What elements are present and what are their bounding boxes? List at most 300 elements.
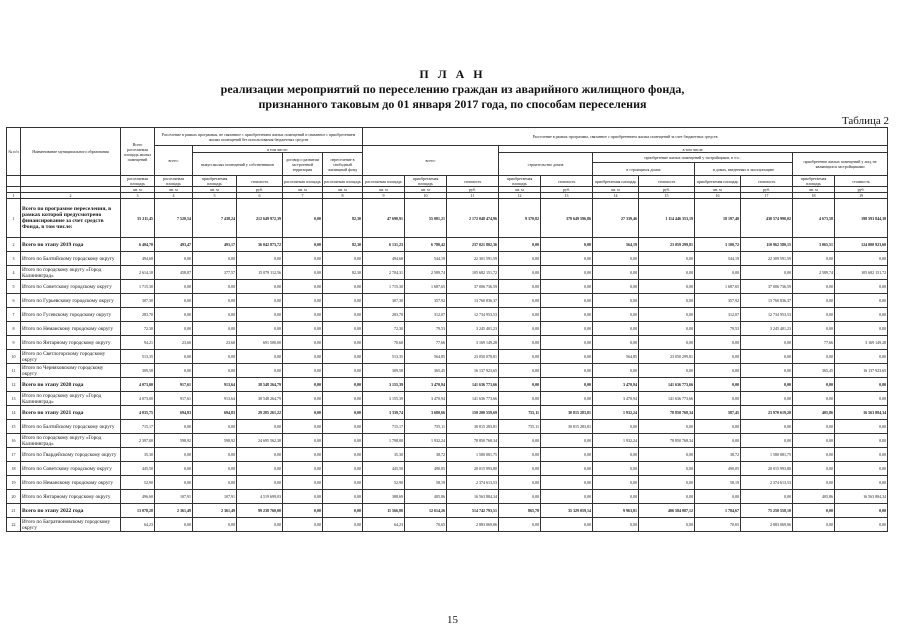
header-cost: стоимость xyxy=(741,176,793,187)
row-number: 22 xyxy=(7,518,21,532)
header-acquired-area: приобретаемая площадь xyxy=(499,176,541,187)
value-cell: 1 932,24 xyxy=(405,434,447,448)
table-row xyxy=(7,476,888,490)
row-number: 21 xyxy=(7,504,21,518)
value-cell: 307,30 xyxy=(363,294,405,308)
value-cell: 82,30 xyxy=(323,199,363,238)
value-cell: 52,90 xyxy=(363,476,405,490)
value-cell: 20 015 993,80 xyxy=(741,462,793,476)
value-cell: 598,92 xyxy=(155,434,193,448)
row-number: 10 xyxy=(7,350,21,364)
value-cell: 0,00 xyxy=(593,308,639,322)
value-cell: 0,00 xyxy=(237,448,283,462)
value-cell: 0,00 xyxy=(283,462,323,476)
value-cell: 1 114 446 353,19 xyxy=(639,199,695,238)
value-cell: 75 250 558,10 xyxy=(741,504,793,518)
value-cell: 30 815 283,81 xyxy=(447,420,499,434)
value-cell: 496,60 xyxy=(121,490,155,504)
header-resettled-area: расселяемая площадь xyxy=(283,176,323,187)
value-cell: 16 137 923,65 xyxy=(835,364,888,378)
value-cell: 0,00 xyxy=(499,280,541,294)
value-cell: 0,00 xyxy=(695,336,741,350)
value-cell: 0,00 xyxy=(741,364,793,378)
row-number: 20 xyxy=(7,490,21,504)
value-cell: 0,00 xyxy=(793,434,835,448)
column-number: 1 xyxy=(7,193,21,199)
value-cell: 0,00 xyxy=(283,294,323,308)
table-row xyxy=(7,406,888,420)
value-cell: 36 042 873,72 xyxy=(237,238,283,252)
value-cell: 6 404,70 xyxy=(121,238,155,252)
value-cell: 0,00 xyxy=(593,364,639,378)
value-cell: 0,00 xyxy=(499,308,541,322)
value-cell: 0,00 xyxy=(593,280,639,294)
table-row xyxy=(7,252,888,266)
value-cell: 2 374 613,53 xyxy=(741,476,793,490)
column-number: 9 xyxy=(363,193,405,199)
value-cell: 0,00 xyxy=(155,364,193,378)
value-cell: 1 715,30 xyxy=(363,280,405,294)
value-cell: 82,30 xyxy=(323,266,363,280)
value-cell: 0,00 xyxy=(541,462,593,476)
value-cell: 0,00 xyxy=(541,322,593,336)
value-cell: 0,00 xyxy=(593,420,639,434)
value-cell: 0,00 xyxy=(541,308,593,322)
value-cell: 1 687,65 xyxy=(695,280,741,294)
value-cell: 0,00 xyxy=(793,294,835,308)
value-cell: 755,11 xyxy=(499,406,541,420)
value-cell: 0,00 xyxy=(155,252,193,266)
header-total-b: всего: xyxy=(363,146,499,176)
value-cell: 3 470,94 xyxy=(405,392,447,406)
row-number: 12 xyxy=(7,378,21,392)
value-cell: 490,05 xyxy=(405,462,447,476)
value-cell: 0,00 xyxy=(323,392,363,406)
plan-title: П Л А Н xyxy=(419,67,486,81)
value-cell: 13 078,28 xyxy=(121,504,155,518)
value-cell: 0,00 xyxy=(499,518,541,532)
column-number: 4 xyxy=(155,193,193,199)
header-acquired-area: приобретаемая площадь xyxy=(695,176,741,187)
column-number: 13 xyxy=(541,193,593,199)
row-number: 9 xyxy=(7,336,21,350)
value-cell: 513,35 xyxy=(363,350,405,364)
header-incl-b: в том числе: xyxy=(499,146,888,153)
unit-label: руб. xyxy=(541,187,593,193)
value-cell: 388,69 xyxy=(363,490,405,504)
value-cell: 4 035,75 xyxy=(121,406,155,420)
value-cell: 0,00 xyxy=(283,322,323,336)
value-cell: 0,00 xyxy=(541,490,593,504)
municipality-name: Итого по Черняховскому городскому округу xyxy=(21,364,121,378)
value-cell: 0,00 xyxy=(541,336,593,350)
value-cell: 141 636 773,66 xyxy=(639,392,695,406)
value-cell: 0,00 xyxy=(835,518,888,532)
value-cell: 78 850 768,34 xyxy=(639,434,695,448)
value-cell: 3 155,39 xyxy=(363,378,405,392)
value-cell: 0,00 xyxy=(541,434,593,448)
value-cell: 0,00 xyxy=(639,336,695,350)
value-cell: 0,00 xyxy=(323,476,363,490)
header-cost: стоимость xyxy=(237,176,283,187)
value-cell: 1 798,08 xyxy=(363,434,405,448)
value-cell: 0,00 xyxy=(155,518,193,532)
municipality-name: Итого по Янтарному городскому округу xyxy=(21,336,121,350)
table-row xyxy=(7,462,888,476)
value-cell: 917,61 xyxy=(155,378,193,392)
value-cell: 1 784,67 xyxy=(695,504,741,518)
value-cell: 2 361,49 xyxy=(155,504,193,518)
value-cell: 0,00 xyxy=(593,490,639,504)
value-cell: 0,00 xyxy=(193,364,237,378)
value-cell: 490,05 xyxy=(695,462,741,476)
value-cell: 0,00 xyxy=(835,434,888,448)
value-cell: 0,00 xyxy=(499,252,541,266)
value-cell: 47 690,91 xyxy=(363,199,405,238)
column-number: 15 xyxy=(639,193,695,199)
value-cell: 37 006 736,59 xyxy=(741,280,793,294)
value-cell: 64,23 xyxy=(121,518,155,532)
value-cell: 0,00 xyxy=(793,448,835,462)
resettlement-plan-table xyxy=(6,127,888,532)
value-cell: 0,00 xyxy=(237,462,283,476)
value-cell: 587,45 xyxy=(695,406,741,420)
value-cell: 9 963,81 xyxy=(593,504,639,518)
value-cell: 0,00 xyxy=(541,518,593,532)
value-cell: 22 301 591,59 xyxy=(447,252,499,266)
value-cell: 0,00 xyxy=(323,350,363,364)
header-cost: стоимость xyxy=(541,176,593,187)
value-cell: 493,17 xyxy=(193,238,237,252)
row-number: 19 xyxy=(7,476,21,490)
header-group-b: Расселение в рамках программы, связанное с приобретением жилых помещений за счет бюджетных средств xyxy=(363,128,888,146)
value-cell: 430 574 990,02 xyxy=(741,199,793,238)
value-cell: 2 589,74 xyxy=(793,266,835,280)
unit-label: руб. xyxy=(741,187,793,193)
value-cell: 0,00 xyxy=(695,350,741,364)
value-cell: 0,00 xyxy=(593,252,639,266)
unit-label: кв. м xyxy=(283,187,323,193)
value-cell: 0,00 xyxy=(283,490,323,504)
value-cell: 0,00 xyxy=(499,462,541,476)
table-row xyxy=(7,336,888,350)
value-cell: 0,00 xyxy=(793,476,835,490)
header-name: Наименование муниципального образования xyxy=(21,128,121,176)
municipality-name: Итого по городскому округу «Город Калининград» xyxy=(21,266,121,280)
municipality-name: Итого по Советскому городскому округу xyxy=(21,280,121,294)
municipality-name: Всего по этапу 2020 года xyxy=(21,378,121,392)
value-cell: 150 200 559,69 xyxy=(447,406,499,420)
value-cell: 105 682 151,72 xyxy=(447,266,499,280)
column-number: 18 xyxy=(793,193,835,199)
value-cell: 0,00 xyxy=(593,448,639,462)
value-cell: 0,00 xyxy=(283,280,323,294)
table-row xyxy=(7,350,888,364)
table-row xyxy=(7,308,888,322)
value-cell: 0,00 xyxy=(283,336,323,350)
municipality-name: Итого по городскому округу «Город Калининград» xyxy=(21,392,121,406)
value-cell: 0,00 xyxy=(793,462,835,476)
value-cell: 0,00 xyxy=(237,280,283,294)
unit-label: руб. xyxy=(639,187,695,193)
value-cell: 0,00 xyxy=(835,378,888,392)
value-cell: 6 131,23 xyxy=(363,238,405,252)
value-cell: 0,00 xyxy=(639,280,695,294)
value-cell: 0,00 xyxy=(283,252,323,266)
value-cell: 0,00 xyxy=(283,448,323,462)
value-cell: 0,00 xyxy=(283,504,323,518)
value-cell: 0,00 xyxy=(835,350,888,364)
header-acquired-area: приобретаемая площадь xyxy=(193,176,237,187)
header-purchase-developers: приобретение жилых помещений у застройщиков, в т.ч.: xyxy=(593,153,793,163)
value-cell: 307,30 xyxy=(121,294,155,308)
value-cell: 0,00 xyxy=(593,322,639,336)
value-cell: 0,00 xyxy=(793,392,835,406)
value-cell: 79,53 xyxy=(405,322,447,336)
value-cell: 0,00 xyxy=(283,238,323,252)
value-cell: 0,00 xyxy=(835,476,888,490)
value-cell: 4 673,58 xyxy=(793,199,835,238)
value-cell: 0,00 xyxy=(835,308,888,322)
value-cell: 0,00 xyxy=(593,336,639,350)
value-cell: 7 520,54 xyxy=(155,199,193,238)
value-cell: 99 238 760,00 xyxy=(237,504,283,518)
value-cell: 2 883 069,06 xyxy=(447,518,499,532)
value-cell: 237 021 802,36 xyxy=(447,238,499,252)
municipality-name: Итого по Балтийскому городскому округу xyxy=(21,252,121,266)
municipality-name: Итого по Светлогорскому городскому округу xyxy=(21,350,121,364)
value-cell: 0,00 xyxy=(193,420,237,434)
value-cell: 35,30 xyxy=(363,448,405,462)
value-cell: 0,00 xyxy=(499,434,541,448)
value-cell: 0,00 xyxy=(323,294,363,308)
value-cell: 309,58 xyxy=(363,364,405,378)
header-acquired-area: приобретаемая площадь xyxy=(793,176,835,187)
value-cell: 0,00 xyxy=(835,294,888,308)
value-cell: 0,00 xyxy=(741,434,793,448)
municipality-name: Итого по Гусевскому городскому округу xyxy=(21,308,121,322)
value-cell: 94,21 xyxy=(121,336,155,350)
value-cell: 0,00 xyxy=(695,490,741,504)
value-cell: 0,00 xyxy=(237,518,283,532)
value-cell: 3 470,94 xyxy=(593,392,639,406)
value-cell: 0,00 xyxy=(155,476,193,490)
value-cell: 564,85 xyxy=(405,350,447,364)
value-cell: 107,91 xyxy=(193,490,237,504)
row-number: 4 xyxy=(7,266,21,280)
value-cell: 514 742 793,51 xyxy=(447,504,499,518)
value-cell: 20 015 993,80 xyxy=(447,462,499,476)
header-group-a: Расселение в рамках программы, не связанное с приобретением жилых помещений и связанное с приобретением жилых помещений без использования бюджетных средств xyxy=(155,128,363,146)
value-cell: 0,00 xyxy=(499,448,541,462)
value-cell: 865,70 xyxy=(499,504,541,518)
column-number: 14 xyxy=(593,193,639,199)
value-cell: 124 000 923,60 xyxy=(835,238,888,252)
column-number: 2 xyxy=(21,193,121,199)
value-cell: 544,19 xyxy=(405,252,447,266)
value-cell: 1 715,30 xyxy=(121,280,155,294)
value-cell: 23 050 299,81 xyxy=(639,350,695,364)
value-cell: 13 760 836,37 xyxy=(447,294,499,308)
value-cell: 0,00 xyxy=(639,518,695,532)
value-cell: 77,66 xyxy=(793,336,835,350)
value-cell: 0,00 xyxy=(499,322,541,336)
value-cell: 493,47 xyxy=(155,238,193,252)
value-cell: 0,00 xyxy=(193,518,237,532)
value-cell: 30 815 283,81 xyxy=(541,420,593,434)
value-cell: 691 500,00 xyxy=(237,336,283,350)
value-cell: 23 050 078,81 xyxy=(447,350,499,364)
value-cell: 0,00 xyxy=(499,336,541,350)
value-cell: 2 614,18 xyxy=(121,266,155,280)
value-cell: 212 649 972,39 xyxy=(237,199,283,238)
value-cell: 82,30 xyxy=(323,238,363,252)
value-cell: 0,00 xyxy=(283,406,323,420)
value-cell: 52,90 xyxy=(121,476,155,490)
table-row xyxy=(7,504,888,518)
value-cell: 445,50 xyxy=(121,462,155,476)
value-cell: 405,86 xyxy=(793,406,835,420)
header-resettled-area: расселяемая площадь xyxy=(363,176,405,187)
unit-label: кв. м xyxy=(695,187,741,193)
value-cell: 715,17 xyxy=(363,420,405,434)
value-cell: 0,00 xyxy=(283,434,323,448)
value-cell: 0,00 xyxy=(593,476,639,490)
value-cell: 77,66 xyxy=(405,336,447,350)
value-cell: 6 780,42 xyxy=(405,238,447,252)
value-cell: 0,00 xyxy=(155,294,193,308)
value-cell: 30 815 283,81 xyxy=(541,406,593,420)
value-cell: 2 704,31 xyxy=(363,266,405,280)
header-construction: строительство домов xyxy=(499,153,593,176)
value-cell: 0,00 xyxy=(323,322,363,336)
value-cell: 29 285 261,22 xyxy=(237,406,283,420)
value-cell: 755,11 xyxy=(405,420,447,434)
value-cell: 0,00 xyxy=(237,420,283,434)
value-cell: 3 470,94 xyxy=(405,378,447,392)
value-cell: 0,00 xyxy=(741,490,793,504)
header-contract: договор о развитии застроенной территории xyxy=(283,153,323,176)
value-cell: 913,64 xyxy=(193,392,237,406)
unit-label: руб. xyxy=(237,187,283,193)
value-cell: 16 137 923,65 xyxy=(447,364,499,378)
row-number: 3 xyxy=(7,252,21,266)
column-number: 3 xyxy=(121,193,155,199)
column-number: 12 xyxy=(499,193,541,199)
value-cell: 0,00 xyxy=(155,350,193,364)
value-cell: 494,68 xyxy=(121,252,155,266)
value-cell: 0,00 xyxy=(695,266,741,280)
row-number: 8 xyxy=(7,322,21,336)
column-number: 11 xyxy=(447,193,499,199)
value-cell: 16 563 884,34 xyxy=(835,406,888,420)
unit-label: кв. м xyxy=(121,187,155,193)
value-cell: 1 687,65 xyxy=(405,280,447,294)
value-cell: 0,00 xyxy=(155,308,193,322)
municipality-name: Итого по Багратионовскому городскому округу xyxy=(21,518,121,532)
value-cell: 0,00 xyxy=(541,476,593,490)
value-cell: 0,00 xyxy=(283,420,323,434)
value-cell: 2 172 048 474,96 xyxy=(447,199,499,238)
value-cell: 0,00 xyxy=(193,294,237,308)
table-row xyxy=(7,280,888,294)
municipality-name: Итого по Неманскому городскому округу xyxy=(21,322,121,336)
value-cell: 0,00 xyxy=(835,420,888,434)
plan-subtitle-line-2: признанного таковым до 01 января 2017 года, по способам переселения xyxy=(258,97,647,111)
value-cell: 378 649 596,86 xyxy=(541,199,593,238)
municipality-name: Итого по Гвардейскому городскому округу xyxy=(21,448,121,462)
value-cell: 0,00 xyxy=(639,266,695,280)
plan-subtitle-line-1: реализации мероприятий по переселению граждан из аварийного жилищного фонда, xyxy=(220,82,685,96)
value-cell: 22 309 591,59 xyxy=(741,252,793,266)
value-cell: 1 932,24 xyxy=(593,434,639,448)
value-cell: 12 734 953,53 xyxy=(741,308,793,322)
value-cell: 0,00 xyxy=(237,308,283,322)
value-cell: 0,00 xyxy=(283,392,323,406)
value-cell: 0,00 xyxy=(193,308,237,322)
value-cell: 0,00 xyxy=(283,199,323,238)
value-cell: 38 548 264,79 xyxy=(237,378,283,392)
value-cell: 2 589,74 xyxy=(405,266,447,280)
value-cell: 0,00 xyxy=(323,518,363,532)
municipality-name: Итого по Советскому городскому округу xyxy=(21,462,121,476)
value-cell: 513,35 xyxy=(121,350,155,364)
header-no: № п/п xyxy=(7,128,21,176)
value-cell: 35 329 059,14 xyxy=(541,504,593,518)
value-cell: 3 245 401,23 xyxy=(447,322,499,336)
value-cell: 0,00 xyxy=(835,322,888,336)
value-cell: 0,00 xyxy=(323,420,363,434)
value-cell: 1 580 081,75 xyxy=(741,448,793,462)
value-cell: 55 211,45 xyxy=(121,199,155,238)
header-cost: стоимость xyxy=(639,176,695,187)
value-cell: 0,00 xyxy=(695,364,741,378)
value-cell: 3 245 401,23 xyxy=(741,322,793,336)
value-cell: 0,00 xyxy=(323,462,363,476)
value-cell: 12 734 953,53 xyxy=(447,308,499,322)
value-cell: 0,00 xyxy=(541,392,593,406)
value-cell: 38 548 264,79 xyxy=(237,392,283,406)
municipality-name: Итого по Балтийскому городскому округу xyxy=(21,420,121,434)
table-row xyxy=(7,392,888,406)
value-cell: 70,65 xyxy=(405,518,447,532)
table-row xyxy=(7,238,888,252)
value-cell: 694,83 xyxy=(155,406,193,420)
value-cell: 357,92 xyxy=(405,294,447,308)
value-cell: 0,00 xyxy=(835,252,888,266)
value-cell: 0,00 xyxy=(541,448,593,462)
value-cell: 0,00 xyxy=(695,378,741,392)
value-cell: 0,00 xyxy=(283,364,323,378)
municipality-name: Итого по Янтарному городскому округу xyxy=(21,490,121,504)
value-cell: 405,86 xyxy=(793,490,835,504)
header-other-fund: переселение в свободный жилищный фонд xyxy=(323,153,363,176)
value-cell: 0,00 xyxy=(695,434,741,448)
value-cell: 0,00 xyxy=(741,266,793,280)
value-cell: 141 636 773,66 xyxy=(639,378,695,392)
value-cell: 38,72 xyxy=(405,448,447,462)
value-cell: 913,64 xyxy=(193,378,237,392)
value-cell: 0,00 xyxy=(237,364,283,378)
header-resettled-area: расселяемая площадь xyxy=(121,176,155,187)
value-cell: 0,00 xyxy=(835,392,888,406)
value-cell: 3 339,74 xyxy=(363,406,405,420)
value-cell: 23 970 619,20 xyxy=(741,406,793,420)
row-number: 11 xyxy=(7,364,21,378)
column-number: 10 xyxy=(405,193,447,199)
value-cell: 0,00 xyxy=(541,266,593,280)
municipality-name: Итого по городскому округу «Город Калининград» xyxy=(21,434,121,448)
